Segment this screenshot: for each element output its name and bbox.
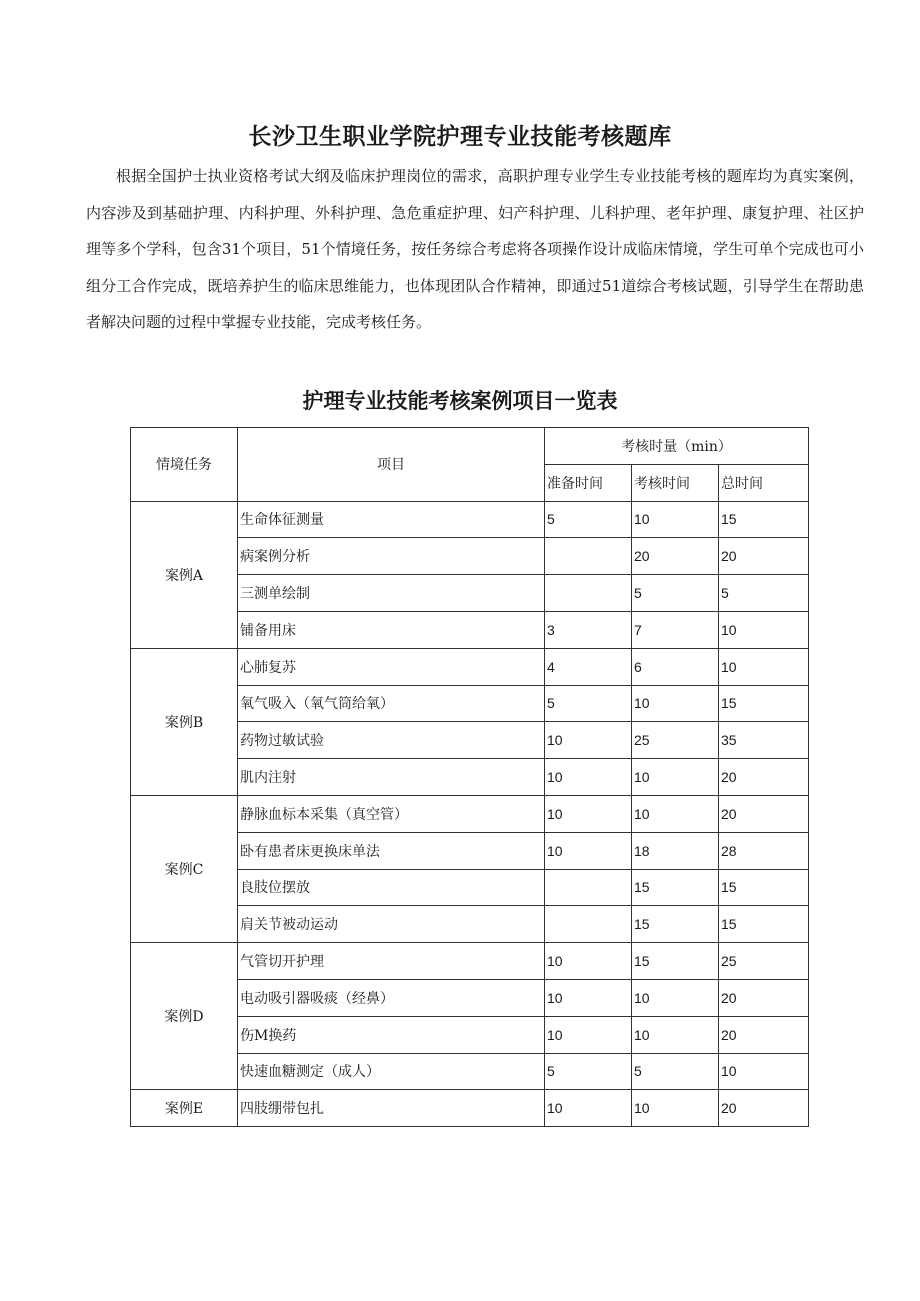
total-cell: 20 (719, 538, 809, 575)
prep-cell: 10 (545, 795, 632, 832)
exam-cell: 10 (632, 1016, 719, 1053)
prep-cell: 10 (545, 759, 632, 796)
exam-cell: 5 (632, 1053, 719, 1090)
item-cell: 肌内注射 (238, 759, 545, 796)
item-cell: 电动吸引器吸痰（经鼻） (238, 979, 545, 1016)
total-cell: 10 (719, 648, 809, 685)
exam-cell: 10 (632, 501, 719, 538)
prep-cell: 10 (545, 722, 632, 759)
exam-cell: 15 (632, 906, 719, 943)
prep-cell (545, 538, 632, 575)
table-row (131, 943, 809, 980)
total-cell: 28 (719, 832, 809, 869)
item-cell: 肩关节被动运动 (238, 906, 545, 943)
prep-cell: 5 (545, 501, 632, 538)
item-cell: 三测单绘制 (238, 575, 545, 612)
case-label: 案例B (131, 648, 238, 795)
table-title: 护理专业技能考核案例项目一览表 (302, 388, 618, 413)
total-cell: 15 (719, 501, 809, 538)
header-item: 项目 (238, 428, 545, 502)
prep-cell (545, 869, 632, 906)
prep-cell: 10 (545, 943, 632, 980)
table-row (131, 648, 809, 685)
case-label: 案例A (131, 501, 238, 648)
exam-cell: 5 (632, 575, 719, 612)
total-cell: 10 (719, 1053, 809, 1090)
header-prep: 准备时间 (545, 464, 632, 501)
prep-cell: 10 (545, 1090, 632, 1127)
total-cell: 15 (719, 869, 809, 906)
prep-cell (545, 575, 632, 612)
header-task: 情境任务 (131, 428, 238, 502)
exam-cell: 10 (632, 685, 719, 722)
item-cell: 氧气吸入（氧气筒给氧） (238, 685, 545, 722)
item-cell: 快速血糖测定（成人） (238, 1053, 545, 1090)
prep-cell (545, 906, 632, 943)
prep-cell: 5 (545, 685, 632, 722)
prep-cell: 4 (545, 648, 632, 685)
total-cell: 5 (719, 575, 809, 612)
case-label: 案例C (131, 795, 238, 942)
total-cell: 10 (719, 611, 809, 648)
exam-cell: 25 (632, 722, 719, 759)
item-cell: 气管切开护理 (238, 943, 545, 980)
case-label: 案例E (131, 1090, 238, 1127)
total-cell: 20 (719, 759, 809, 796)
prep-cell: 10 (545, 1016, 632, 1053)
total-cell: 20 (719, 1016, 809, 1053)
item-cell: 铺备用床 (238, 611, 545, 648)
table-row (131, 1090, 809, 1127)
exam-cell: 10 (632, 759, 719, 796)
case-label: 案例D (131, 943, 238, 1090)
item-cell: 心肺复苏 (238, 648, 545, 685)
table-row (131, 501, 809, 538)
total-cell: 15 (719, 906, 809, 943)
exam-cell: 6 (632, 648, 719, 685)
prep-cell: 10 (545, 979, 632, 1016)
exam-cell: 18 (632, 832, 719, 869)
exam-cell: 10 (632, 795, 719, 832)
header-total: 总时间 (719, 464, 809, 501)
header-exam: 考核时间 (632, 464, 719, 501)
item-cell: 卧有患者床更换床单法 (238, 832, 545, 869)
total-cell: 35 (719, 722, 809, 759)
header-row (131, 428, 809, 465)
exam-cell: 10 (632, 979, 719, 1016)
prep-cell: 3 (545, 611, 632, 648)
document-title: 长沙卫生职业学院护理专业技能考核题库 (248, 124, 672, 150)
table-row (131, 795, 809, 832)
header-time-group: 考核时量（min） (545, 428, 809, 465)
intro-paragraph: 根据全国护士执业资格考试大纲及临床护理岗位的需求，高职护理专业学生专业技能考核的题库均为真实案例，内容涉及到基础护理、内科护理、外科护理、急危重症护理、妇产科护理、儿科护理、老年护理、康复护理、社区护理等多个学科，包含31个项目，51个情境任务，按任务综合考虑将各项操作设计成临床情境，学生可单个完成也可小组分工合作完成，既培养护生的临床思维能力，也体现团队合作精神，即通过51道综合考核试题，引导学生在帮助患者解决问题的过程中掌握专业技能，完成考核任务。 (86, 167, 864, 332)
item-cell: 静脉血标本采集（真空管） (238, 795, 545, 832)
prep-cell: 10 (545, 832, 632, 869)
item-cell: 四肢绷带包扎 (238, 1090, 545, 1127)
assessment-table (130, 427, 809, 1127)
prep-cell: 5 (545, 1053, 632, 1090)
exam-cell: 20 (632, 538, 719, 575)
exam-cell: 7 (632, 611, 719, 648)
item-cell: 良肢位摆放 (238, 869, 545, 906)
total-cell: 20 (719, 1090, 809, 1127)
item-cell: 病案例分析 (238, 538, 545, 575)
exam-cell: 15 (632, 869, 719, 906)
total-cell: 20 (719, 979, 809, 1016)
total-cell: 20 (719, 795, 809, 832)
item-cell: 生命体征测量 (238, 501, 545, 538)
total-cell: 15 (719, 685, 809, 722)
item-cell: 药物过敏试验 (238, 722, 545, 759)
item-cell: 伤M换药 (238, 1016, 545, 1053)
exam-cell: 15 (632, 943, 719, 980)
exam-cell: 10 (632, 1090, 719, 1127)
total-cell: 25 (719, 943, 809, 980)
